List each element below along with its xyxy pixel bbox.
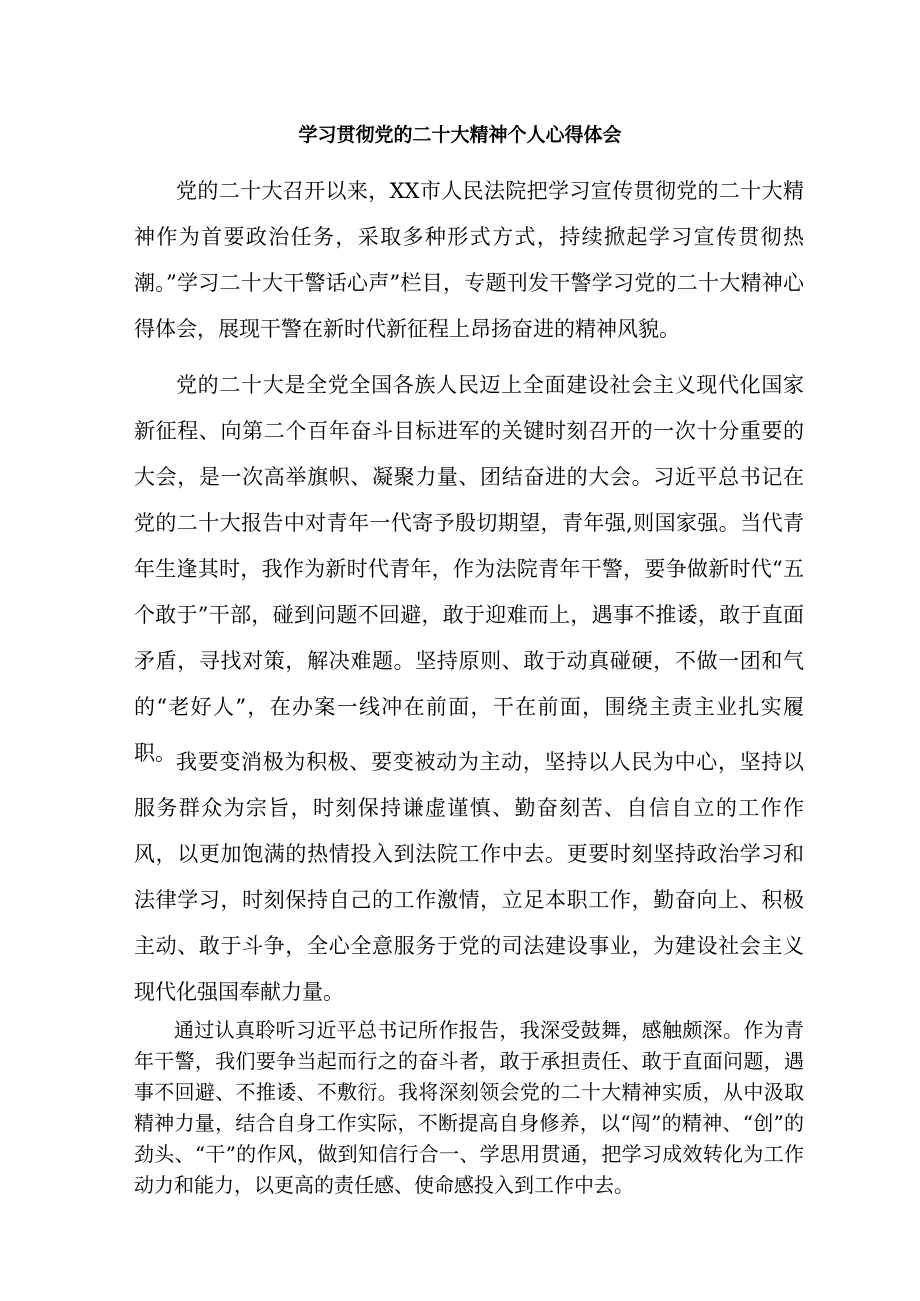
document-title: 学习贯彻党的二十大精神个人心得体会	[298, 124, 622, 146]
paragraph-2: 党的二十大是全党全国各族人民迈上全面建设社会主义现代化国家新征程、向第二个百年奋斗目标进军的关键时刻召开的一次十分重要的大会，是一次高举旗帜、凝聚力量、团结奋进的大会。习近平总书记在党的二十大报告中对青年一代寄予殷切期望，青年强,则国家强。当代青年生逢其时，我作为新时代青年，作为法院青年干警，要争做新时代“五个敢于”干部，碰到问题不回避，敢于迎难而上，遇事不推诿，敢于直面矛盾，寻找对策，解决难题。坚持原则、敢于动真碰硬，不做一团和气的“老好人”，在办案一线冲在前面，干在前面，围绕主责主业扎实履职。	[134, 373, 804, 765]
paragraph-4: 通过认真聆听习近平总书记所作报告，我深受鼓舞，感触颇深。作为青年干警，我们要争当起而行之的奋斗者，敢于承担责任、敢于直面问题，遇事不回避、不推诿、不敷衍。我将深刻领会党的二十大精神实质，从中汲取精神力量，结合自身工作实际，不断提高自身修养，以“闯”的精神、“创”的劲头、“干”的作风，做到知信行合一、学思用贯通，把学习成效转化为工作动力和能力，以更高的责任感、使命感投入到工作中去。	[134, 1018, 804, 1197]
paragraph-3: 我要变消极为积极、要变被动为主动，坚持以人民为中心，坚持以服务群众为宗旨，时刻保持谦虚谨慎、勤奋刻苦、自信自立的工作作风，以更加饱满的热情投入到法院工作中去。更要时刻坚持政治学习和法律学习，时刻保持自己的工作激情，立足本职工作，勤奋向上、积极主动、敢于斗争，全心全意服务于党的司法建设事业，为建设社会主义现代化强国奉献力量。	[134, 750, 804, 1004]
paragraph-1: 党的二十大召开以来，XX市人民法院把学习宣传贯彻党的二十大精神作为首要政治任务，采取多种形式方式，持续掀起学习宣传贯彻热潮。”学习二十大干警话心声”栏目，专题刊发干警学习党的二十大精神心得体会，展现干警在新时代新征程上昂扬奋进的精神风貌。	[134, 179, 804, 341]
